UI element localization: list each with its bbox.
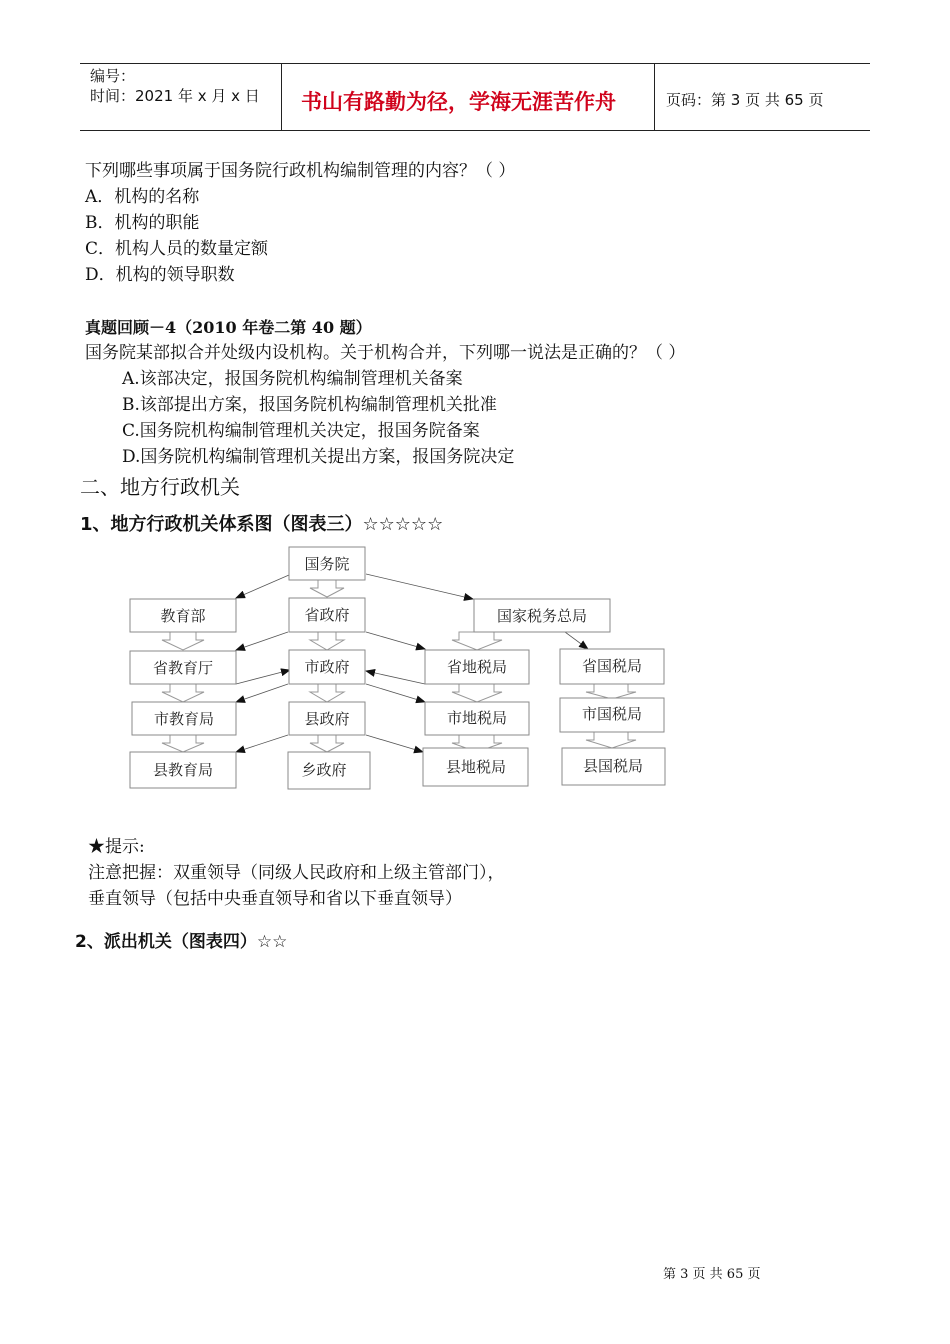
subsection1-title: 1、地方行政机关体系图（图表三）☆☆☆☆☆ [80,514,444,535]
question2-option-b: B.该部提出方案，报国务院机构编制管理机关批准 [122,395,497,415]
hollow-arrow-jiaoyubu [162,632,204,650]
node-xianjiaoyuju-label: 县教育局 [152,761,214,779]
node-shengjiaoyuting-label: 省教育厅 [152,659,214,677]
edge-shengzhengfu-shengdishui [366,632,425,649]
node-guojiashuiwu-label: 国家税务总局 [496,607,588,625]
node-shengdishui-label: 省地税局 [446,658,508,676]
hollow-arrow-xianzhengfu [310,735,344,752]
edge-guowuyuan-jiaoyubu [236,575,289,598]
hollow-arrow-shengdishui [452,684,502,702]
hollow-arrow-shiguoshui [586,732,636,748]
node-shiguoshui-label: 市国税局 [581,705,643,723]
header-number-label: 编号： [90,67,136,85]
edge-xianzhengfu-xianjiaoyuju [236,735,288,752]
node-guojiashuiwu [474,599,610,632]
question2-option-d: D.国务院机构编制管理机关提出方案，报国务院决定 [122,447,515,467]
node-shiguoshui [560,698,664,732]
question1-stem: 下列哪些事项属于国务院行政机构编制管理的内容？（ ） [85,161,516,181]
node-shijiaoyuju-label: 市教育局 [153,710,215,728]
edge-guowuyuan-guojiashuiwu [366,574,473,599]
node-shidishui [425,702,529,735]
node-xianguoshui-label: 县国税局 [582,757,644,775]
question1-option-b: B．机构的职能 [85,213,200,233]
hollow-arrow-guowuyuan [310,580,344,597]
node-jiaoyubu-label: 教育部 [160,607,206,625]
question1-option-c: C．机构人员的数量定额 [85,239,269,259]
question1-option-a: A．机构的名称 [85,187,200,207]
node-xianjiaoyuju [130,752,236,788]
node-shizhengfu-label: 市政府 [304,658,350,676]
node-xiandishui [423,748,528,786]
tips-line2: 垂直领导（包括中央垂直领导和省以下垂直领导） [88,889,462,909]
edge-xianzhengfu-xiandishui [366,735,423,752]
hollow-arrow-shengjiaoyuting [162,684,204,702]
hollow-arrow-shengguoshui [586,684,636,699]
node-guowuyuan [289,547,365,580]
hollow-arrow-shizhengfu [310,684,344,702]
question2-title: 真题回顾－4（2010 年卷二第 40 题） [85,318,372,337]
edge-guojiashuiwu-shengguoshui [565,632,588,649]
header-motto: 书山有路勤为径，学海无涯苦作舟 [301,90,616,114]
hollow-arrow-shijiaoyuju [162,735,204,752]
question2-option-c: C.国务院机构编制管理机关决定，报国务院备案 [122,421,480,441]
section2-title: 二、地方行政机关 [80,475,240,499]
hollow-arrow-shengzhengfu [310,632,344,650]
node-guowuyuan-label: 国务院 [304,555,350,573]
node-shengjiaoyuting [130,651,236,684]
node-shengguoshui [560,649,664,684]
subsection2-title: 2、派出机关（图表四）☆☆ [75,932,288,952]
page-footer: 第 3 页 共 65 页 [663,1267,761,1282]
hollow-arrow-guojiashuiwu [452,632,502,650]
node-shengdishui [425,650,529,684]
node-shengguoshui-label: 省国税局 [581,657,643,675]
edge-shengzhengfu-shengjiaoyuting [236,632,288,650]
node-shengzhengfu-label: 省政府 [304,606,350,624]
node-xiandishui-label: 县地税局 [445,758,507,776]
node-shijiaoyuju [132,702,236,735]
edge-shizhengfu-shidishui [366,684,425,702]
header-page-label: 页码：第 3 页 共 65 页 [666,91,824,109]
edge-shizhengfu-shijiaoyuju [236,684,288,702]
tips-title: ★提示: [88,837,145,857]
node-xianzhengfu [289,702,365,735]
question2-option-a: A.该部决定，报国务院机构编制管理机关备案 [122,369,463,389]
node-jiaoyubu [130,599,236,632]
tips-line1: 注意把握：双重领导（同级人民政府和上级主管部门）， [88,863,505,883]
node-shizhengfu [289,650,365,684]
node-xiangzhengfu-label: 乡政府 [301,761,347,779]
node-xianguoshui [562,748,665,785]
node-shidishui-label: 市地税局 [446,709,508,727]
header-time-label: 时间：2021 年 x 月 x 日 [90,87,260,105]
question1-option-d: D．机构的领导职数 [85,265,235,285]
edge-shengdishui-shizhengfu [366,671,425,684]
node-xiangzhengfu [288,752,370,789]
node-shengzhengfu [289,598,365,632]
node-xianzhengfu-label: 县政府 [304,710,350,728]
edge-shengjiaoyuting-shizhengfu [236,670,290,684]
question2-stem: 国务院某部拟合并处级内设机构。关于机构合并，下列哪一说法是正确的？（ ） [85,343,686,363]
